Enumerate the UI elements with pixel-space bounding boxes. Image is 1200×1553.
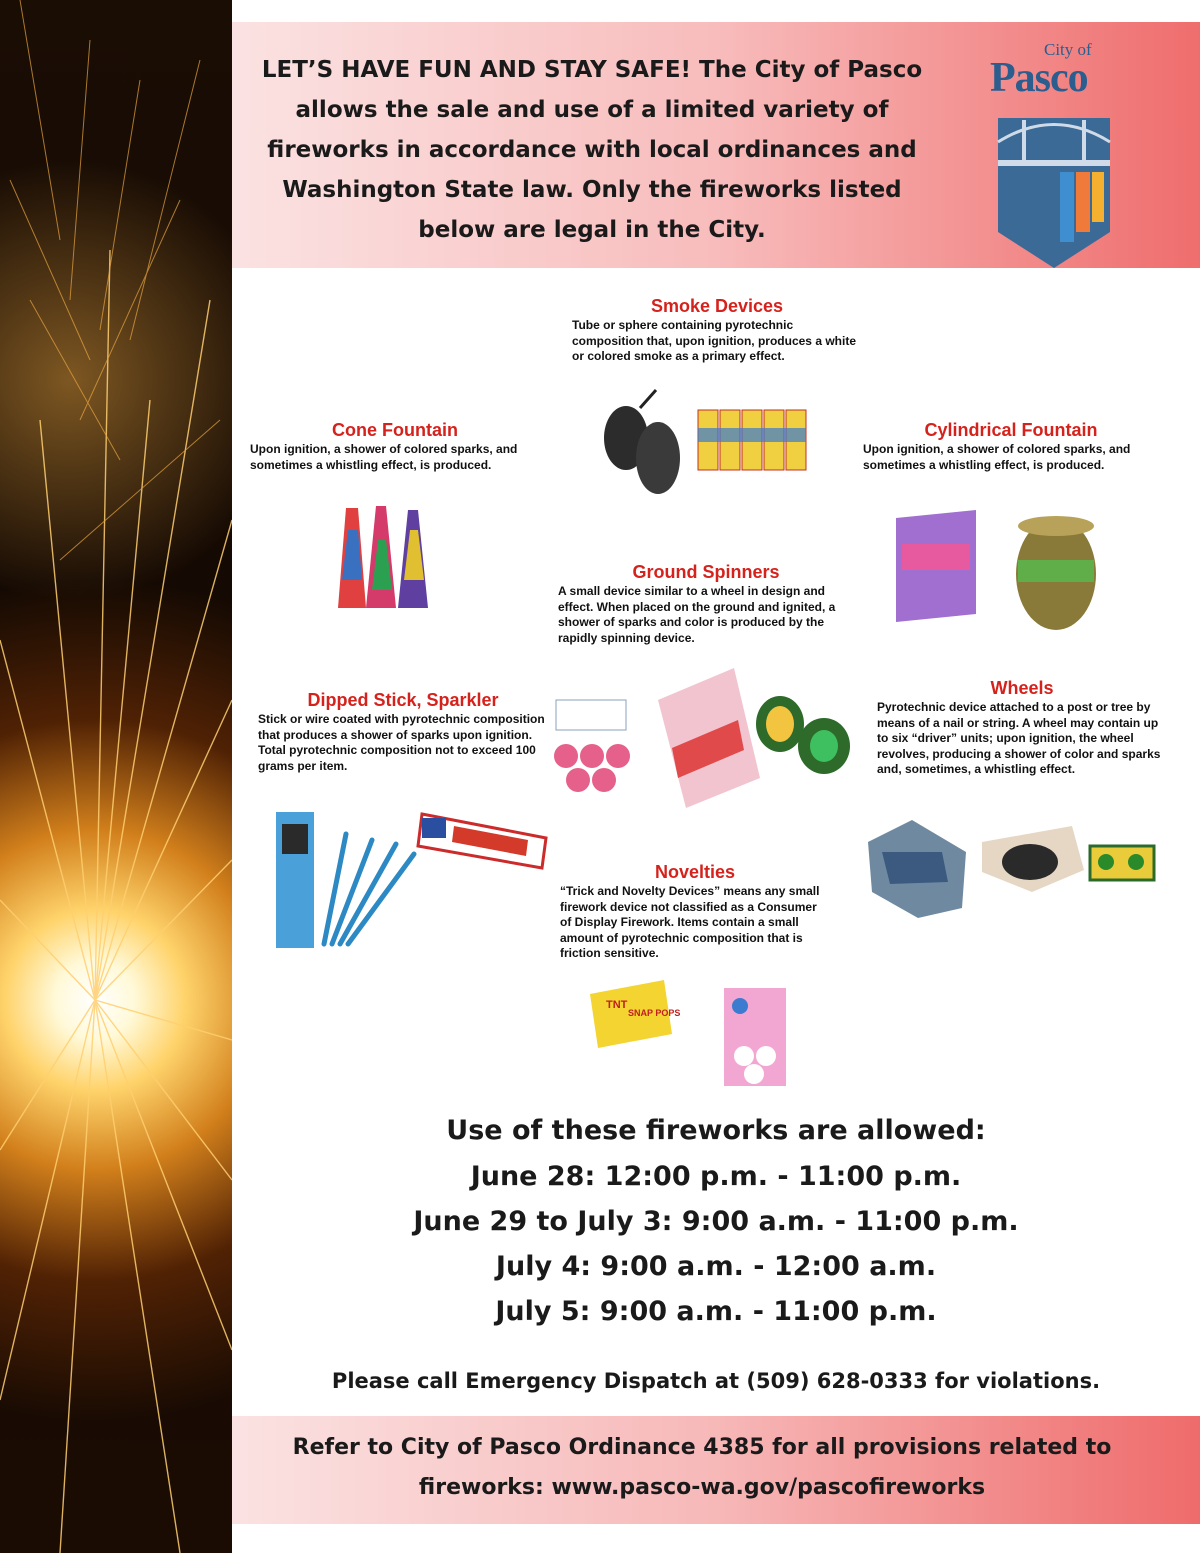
item-wheels	[877, 678, 1167, 778]
header-banner	[232, 22, 1200, 268]
header-intro-text: LET’S HAVE FUN AND STAY SAFE! The City of Pasco allows the sale and use of a limited variety of fireworks in accordance with local ordinances and Washington State law. Only the fireworks listed below are legal in the City.	[261, 57, 923, 243]
item-dipped-stick-sparkler	[258, 690, 548, 774]
logo-pasco: Pasco	[990, 55, 1088, 101]
footer-line-2: fireworks: www.pasco-wa.gov/pascofireworks	[418, 1475, 986, 1500]
smoke-devices-image	[596, 388, 854, 506]
item-cylindrical-fountain	[863, 420, 1159, 473]
schedule-line: July 5: 9:00 a.m. - 11:00 p.m.	[495, 1296, 937, 1327]
schedule-line: June 29 to July 3: 9:00 a.m. - 11:00 p.m.	[413, 1206, 1019, 1237]
novelties-image	[584, 976, 808, 1088]
schedule-line: June 28: 12:00 p.m. - 11:00 p.m.	[470, 1161, 962, 1192]
item-title: Smoke Devices	[650, 296, 784, 316]
item-title: Cone Fountain	[332, 420, 458, 440]
footer-banner	[232, 1416, 1200, 1524]
schedule-line: July 4: 9:00 a.m. - 12:00 a.m.	[495, 1251, 937, 1282]
item-title: Cylindrical Fountain	[924, 420, 1098, 440]
schedule-heading: Use of these fireworks are allowed:	[446, 1115, 986, 1146]
ground-spinners-image	[548, 660, 858, 820]
footer-line-1: Refer to City of Pasco Ordinance 4385 for all provisions related to	[292, 1435, 1112, 1460]
sparkler-image	[274, 804, 554, 952]
item-novelties	[560, 862, 830, 962]
item-title: Dipped Stick, Sparkler	[307, 690, 499, 710]
bridge-shield-icon	[994, 112, 1114, 268]
city-of-pasco-logo	[984, 40, 1124, 260]
item-description: Upon ignition, a shower of colored sparks, and sometimes a whistling effect, is produced.	[863, 442, 1131, 472]
item-description: A small device similar to a wheel in design and effect. When placed on the ground and ignited, a shower of sparks and color is produced by the rapidly spinning device.	[558, 584, 836, 645]
wheels-image	[862, 812, 1160, 918]
item-description: Upon ignition, a shower of colored sparks, and sometimes a whistling effect, is produced.	[250, 442, 518, 472]
logo-city-of: City of	[1044, 40, 1092, 59]
footer-text	[252, 1428, 1152, 1508]
cylindrical-fountain-image	[888, 504, 1100, 636]
sparkler-rays	[0, 0, 232, 1553]
item-title: Novelties	[654, 862, 736, 882]
cone-fountain-image	[328, 500, 448, 616]
emergency-dispatch-notice: Please call Emergency Dispatch at (509) 628-0333 for violations.	[331, 1369, 1101, 1393]
item-title: Wheels	[990, 678, 1054, 698]
snap-pops-label: SNAP POPS	[628, 1008, 681, 1018]
tnt-label: TNT	[606, 999, 628, 1011]
item-title: Ground Spinners	[632, 562, 780, 582]
item-smoke-devices	[572, 296, 862, 365]
schedule-section	[232, 1108, 1200, 1334]
item-description: “Trick and Novelty Devices” means any small firework device not classified as a Consumer of Display Firework. Items contain a small amount of pyrotechnic composition that is friction sensitive.	[560, 884, 820, 960]
sparkler-photo	[0, 0, 232, 1553]
item-cone-fountain	[250, 420, 540, 473]
item-description: Pyrotechnic device attached to a post or tree by means of a nail or string. A wheel may contain up to six “driver” units; upon ignition, the wheel revolves, producing a shower of color and sparks and, sometimes, a whistling effect.	[877, 700, 1161, 776]
item-description: Stick or wire coated with pyrotechnic composition that produces a shower of sparks upon ignition. Total pyrotechnic composition not to exceed 100 grams per item.	[258, 712, 545, 773]
item-description: Tube or sphere containing pyrotechnic composition that, upon ignition, produces a white or colored smoke as a primary effect.	[572, 318, 856, 363]
item-ground-spinners	[558, 562, 854, 646]
